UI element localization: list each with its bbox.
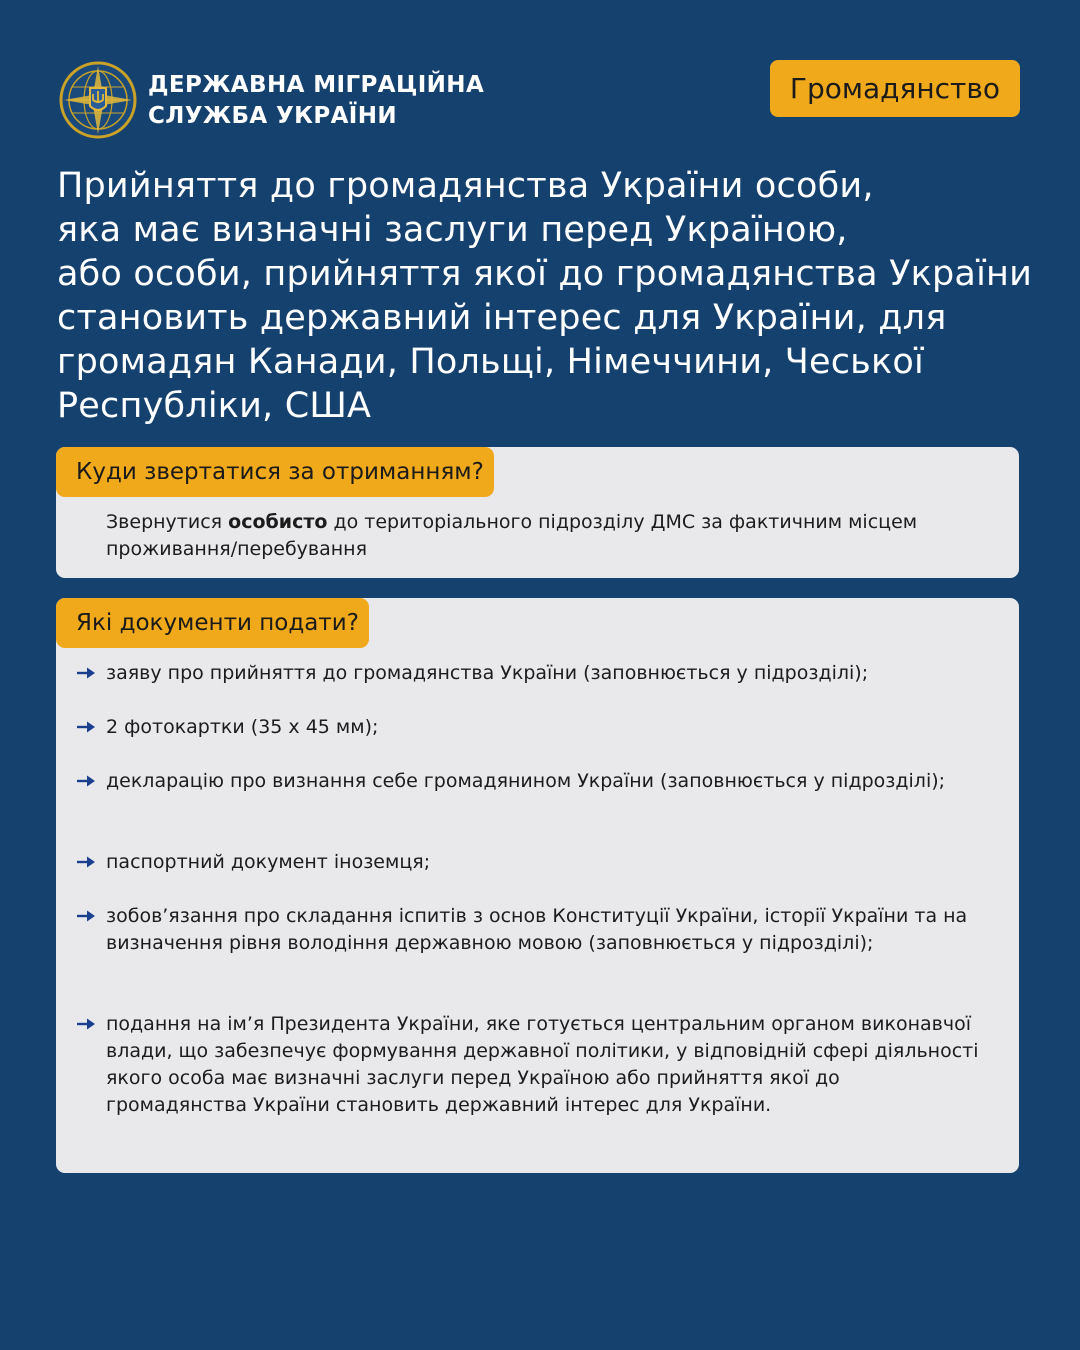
list-item-text: 2 фотокартки (35 х 45 мм);	[106, 716, 379, 738]
organization-name-line-1: ДЕРЖАВНА МІГРАЦІЙНА	[148, 72, 485, 98]
organization-name-line-2: СЛУЖБА УКРАЇНИ	[148, 103, 398, 129]
organization-name	[148, 70, 484, 132]
list-item-text: заяву про прийняття до громадянства України (заповнюється у підрозділі);	[106, 662, 869, 684]
migration-service-emblem-icon	[58, 60, 138, 140]
title-line: громадян Канади, Польщі, Німеччини, Чеської	[57, 342, 924, 382]
arrow-right-icon	[76, 774, 96, 788]
where-to-apply-card	[56, 447, 1019, 578]
list-item-text: зобов’язання про складання іспитів з основ Конституції України, історії України та на визначення рівня володіння державною мовою (заповнюється у підрозділі);	[106, 905, 968, 954]
documents-label: Які документи подати?	[56, 598, 369, 648]
title-line: яка має визначні заслуги перед Україною,	[57, 210, 848, 250]
documents-card	[56, 598, 1019, 1173]
list-item-text: подання на ім’я Президента України, яке готується центральним органом виконавчої влади, що забезпечує формування державної політики, у відповідній сфері діяльності якого особа має визначні заслуги перед Україною або прийняття якої до громадянства України становить державний інтерес для України.	[106, 1013, 979, 1116]
arrow-right-icon	[76, 855, 96, 869]
where-text-emphasis: особисто	[228, 511, 328, 533]
title-line: Прийняття до громадянства України особи,	[57, 166, 874, 206]
category-badge: Громадянство	[770, 60, 1020, 117]
arrow-right-icon	[76, 666, 96, 680]
title-line: або особи, прийняття якої до громадянства України	[57, 254, 1033, 294]
arrow-right-icon	[76, 1017, 96, 1031]
where-text-end: до територіального підрозділу ДМС за фактичним місцем проживання/перебування	[106, 511, 918, 560]
list-item-text: паспортний документ іноземця;	[106, 851, 431, 873]
arrow-right-icon	[76, 720, 96, 734]
where-to-apply-text	[106, 509, 986, 563]
where-text-start: Звернутися	[106, 511, 229, 533]
page-title	[57, 164, 1037, 428]
arrow-right-icon	[76, 909, 96, 923]
title-line: становить державний інтерес для України, для	[57, 298, 947, 338]
where-to-apply-label: Куди звертатися за отриманням?	[56, 447, 494, 497]
list-item-text: декларацію про визнання себе громадянином України (заповнюється у підрозділі);	[106, 770, 946, 792]
title-line: Республіки, США	[57, 386, 372, 426]
header	[58, 58, 1020, 148]
